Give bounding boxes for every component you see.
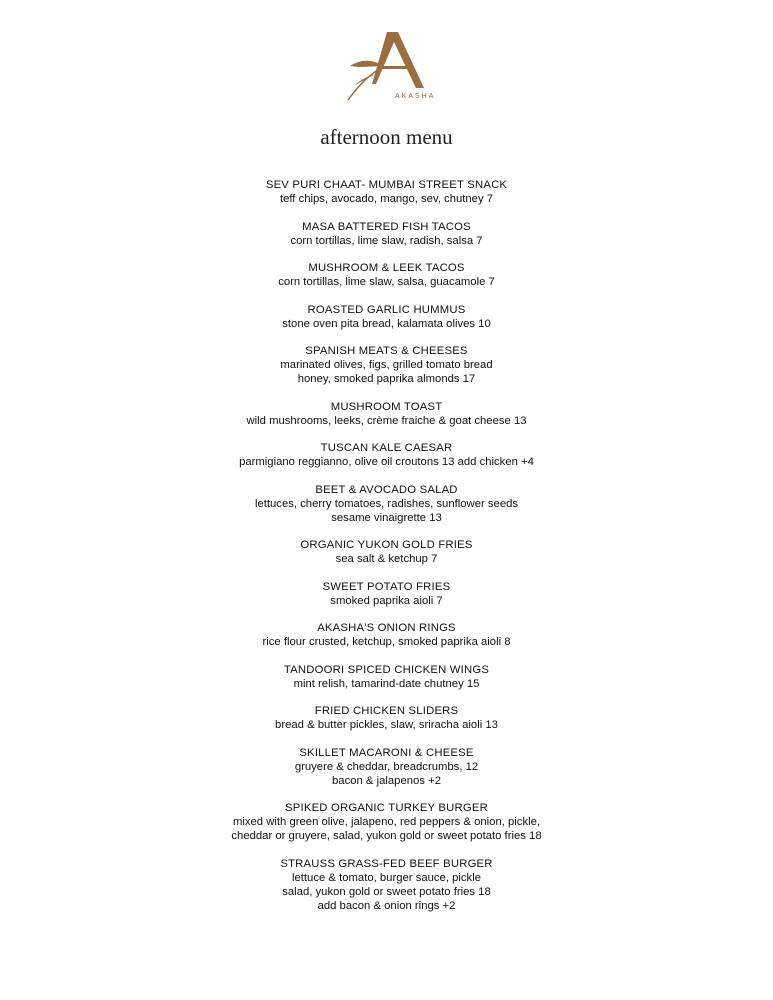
menu-item-description: cheddar or gruyere, salad, yukon gold or sweet potato fries 18 — [231, 830, 542, 842]
menu-item-description: wild mushrooms, leeks, crème fraiche & goat cheese 13 — [246, 414, 527, 427]
menu-item-name: MUSHROOM & LEEK TACOS — [308, 262, 465, 274]
menu-item — [0, 441, 773, 469]
menu-item-description: rice flour crusted, ketchup, smoked paprika aioli 8 — [262, 636, 511, 648]
menu-item-description: honey, smoked paprika almonds 17 — [297, 373, 476, 385]
menu-item-description: marinated olives, figs, grilled tomato bread — [280, 359, 493, 371]
menu-item-name: FRIED CHICKEN SLIDERS — [314, 705, 459, 717]
menu-item-description: mixed with green olive, jalapeno, red peppers & onion, pickle, — [232, 816, 541, 828]
menu-item-name: SWEET POTATO FRIES — [322, 580, 451, 593]
menu-item — [0, 857, 773, 913]
menu-item — [0, 704, 773, 732]
menu-item-description: corn tortillas, lime slaw, radish, salsa 7 — [290, 234, 483, 247]
menu-item-name: AKASHA'S ONION RINGS — [317, 622, 456, 634]
menu-item-name: TANDOORI SPICED CHICKEN WINGS — [283, 663, 490, 676]
menu-item-name: MASA BATTERED FISH TACOS — [302, 220, 471, 233]
menu-item-description: sea salt & ketchup 7 — [335, 553, 438, 565]
menu-item-name: SKILLET MACARONI & CHEESE — [299, 746, 474, 759]
menu-item — [0, 580, 773, 608]
menu-item — [0, 621, 773, 649]
menu-item-name: ORGANIC YUKON GOLD FRIES — [300, 539, 473, 551]
menu-item-description: mint relish, tamarind-date chutney 15 — [293, 677, 480, 690]
menu-item-description: add bacon & onion rings +2 — [317, 899, 456, 912]
menu-item — [0, 220, 773, 248]
menu-item — [0, 344, 773, 386]
menu-item-name: SEV PURI CHAAT- MUMBAI STREET SNACK — [265, 179, 508, 191]
menu-item-name: STRAUSS GRASS-FED BEEF BURGER — [280, 857, 493, 870]
menu-item — [0, 400, 773, 428]
menu-item-description: lettuce & tomato, burger sauce, pickle — [291, 871, 481, 884]
menu-item-description: smoked paprika aioli 7 — [330, 594, 443, 607]
menu-list — [0, 178, 773, 926]
menu-item-name: BEET & AVOCADO SALAD — [315, 483, 458, 496]
menu-item-name: SPANISH MEATS & CHEESES — [305, 345, 468, 357]
menu-item — [0, 178, 773, 206]
menu-item-description: bread & butter pickles, slaw, sriracha aioli 13 — [275, 719, 498, 731]
menu-item-description: sesame vinaigrette 13 — [331, 511, 442, 524]
menu-item-description: salad, yukon gold or sweet potato fries 18 — [282, 885, 491, 898]
menu-item-description: gruyere & cheddar, breadcrumbs, 12 — [294, 760, 479, 773]
menu-item-description: corn tortillas, lime slaw, salsa, guacamole 7 — [278, 276, 495, 288]
menu-item-description: lettuces, cherry tomatoes, radishes, sunflower seeds — [254, 497, 519, 510]
menu-item-description: bacon & jalapenos +2 — [332, 774, 441, 787]
menu-item-description: teff chips, avocado, mango, sev, chutney 7 — [279, 193, 494, 205]
menu-item — [0, 538, 773, 566]
menu-item-description: parmigiano reggianno, olive oil croutons 13 add chicken +4 — [239, 456, 534, 468]
menu-item-name: SPIKED ORGANIC TURKEY BURGER — [285, 802, 488, 814]
menu-item — [0, 303, 773, 331]
menu-item-description: stone oven pita bread, kalamata olives 10 — [282, 317, 491, 330]
menu-item — [0, 483, 773, 525]
menu-item — [0, 663, 773, 691]
menu-item — [0, 801, 773, 843]
menu-item-name: ROASTED GARLIC HUMMUS — [307, 303, 466, 316]
menu-item-name: MUSHROOM TOAST — [330, 400, 443, 413]
brand-name: AKASHA — [395, 93, 436, 100]
menu-item-name: TUSCAN KALE CAESAR — [320, 442, 453, 454]
menu-item — [0, 261, 773, 289]
menu-item — [0, 746, 773, 788]
page-title: afternoon menu — [320, 125, 453, 149]
